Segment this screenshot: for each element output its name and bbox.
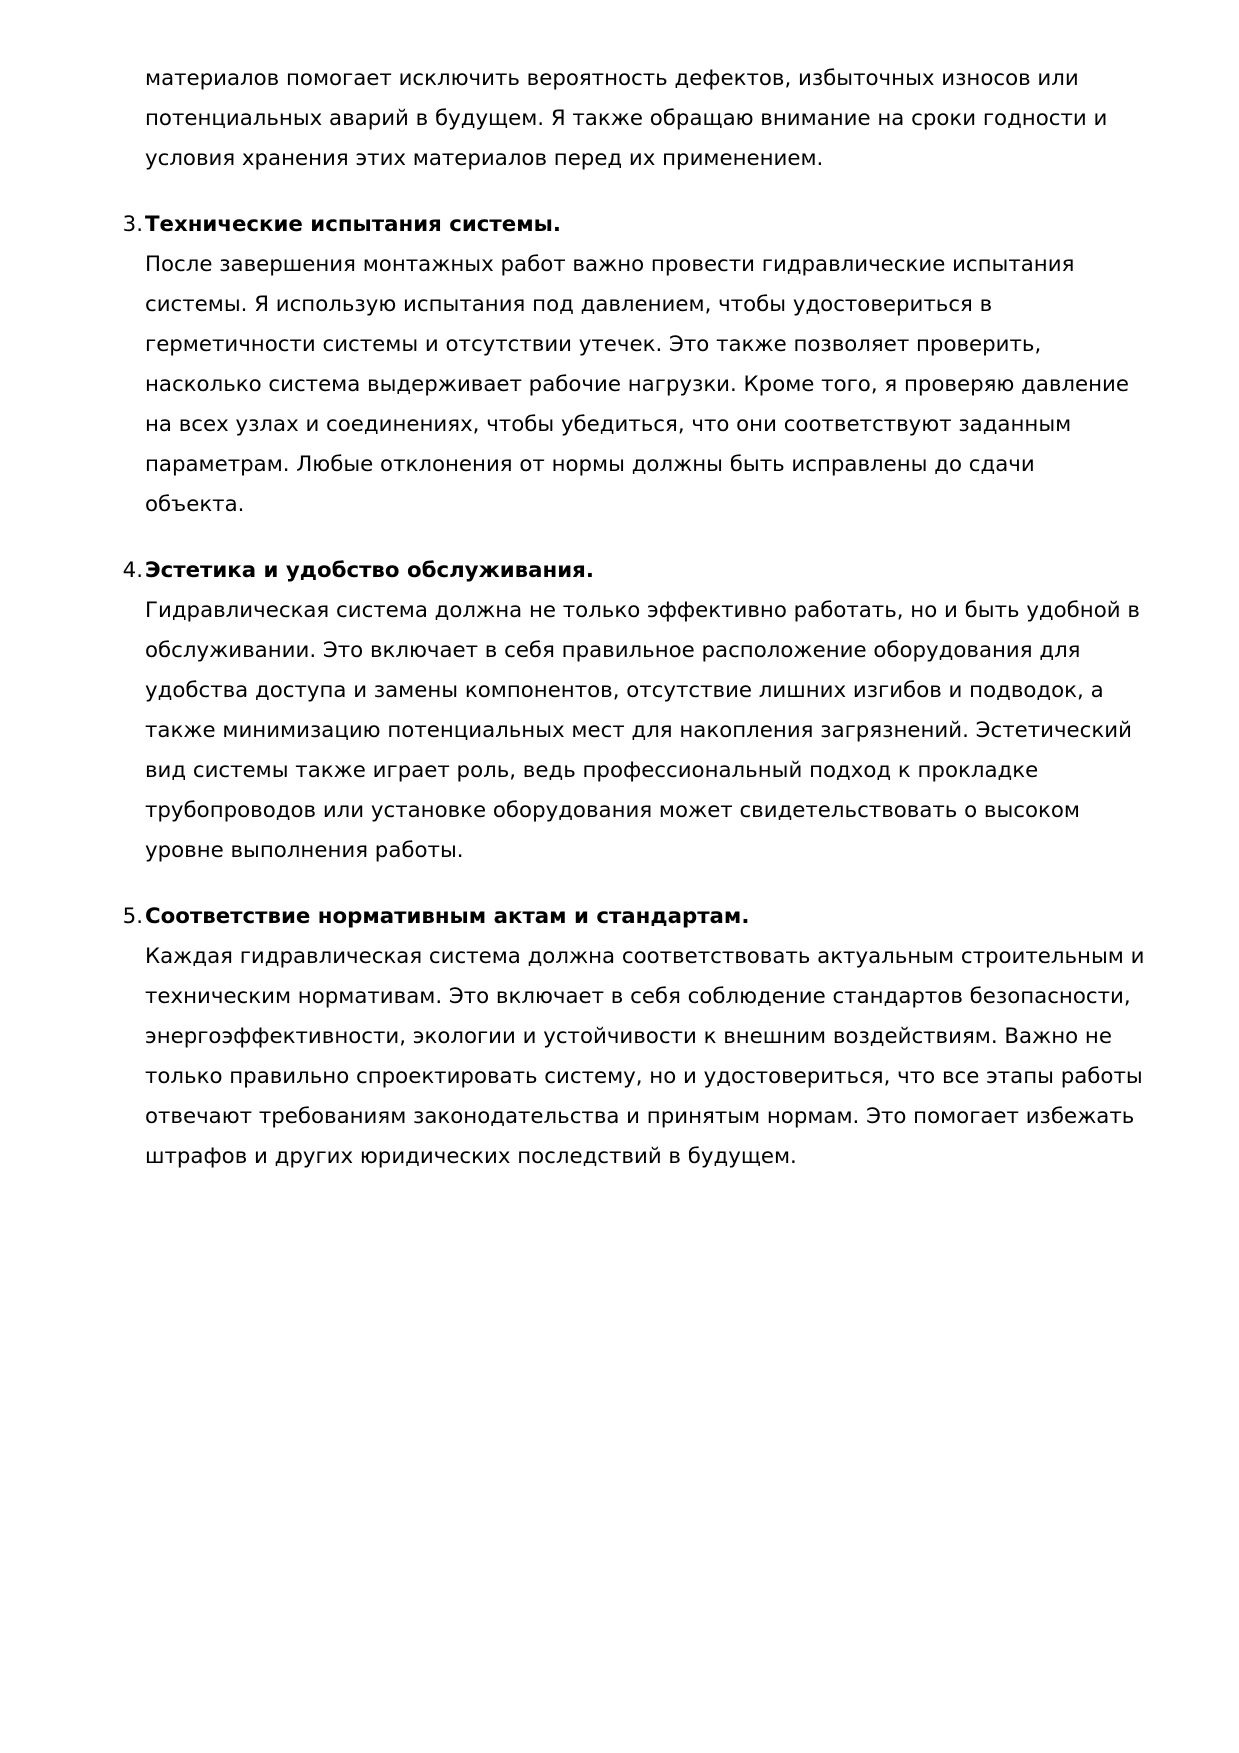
body-line: обслуживании. Это включает в себя правильное расположение оборудования для [145, 638, 1081, 663]
intro-line: материалов помогает исключить вероятность дефектов, избыточных износов или [145, 66, 1079, 91]
body-line: герметичности системы и отсутствии утечек. Это также позволяет проверить, [145, 332, 1042, 357]
body-line: После завершения монтажных работ важно провести гидравлические испытания [145, 252, 1075, 277]
body-line: техническим нормативам. Это включает в себя соблюдение стандартов безопасности, [145, 984, 1131, 1009]
body-line: энергоэффективности, экологии и устойчивости к внешним воздействиям. Важно не [145, 1024, 1112, 1049]
body-line: Гидравлическая система должна не только эффективно работать, но и быть удобной в [145, 598, 1140, 623]
list-item-body [145, 245, 1165, 525]
list-item-title: Соответствие нормативным актам и стандартам. [145, 904, 750, 929]
intro-paragraph [145, 59, 1165, 179]
list-item-body [145, 591, 1165, 871]
document-content [122, 59, 1165, 1177]
body-line: уровне выполнения работы. [145, 838, 464, 863]
intro-line: условия хранения этих материалов перед их применением. [145, 146, 824, 171]
list-item-3 [122, 205, 1165, 525]
body-line: также минимизацию потенциальных мест для накопления загрязнений. Эстетический [145, 718, 1132, 743]
body-line: штрафов и других юридических последствий в будущем. [145, 1144, 797, 1169]
list-item-number: 4. [122, 558, 143, 583]
list-item-number: 3. [122, 212, 143, 237]
list-item-5 [122, 897, 1165, 1177]
list-item-number: 5. [122, 904, 143, 929]
list-item-4 [122, 551, 1165, 871]
body-line: удобства доступа и замены компонентов, отсутствие лишних изгибов и подводок, а [145, 678, 1104, 703]
body-line: только правильно спроектировать систему, но и удостовериться, что все этапы работы [145, 1064, 1143, 1089]
body-line: параметрам. Любые отклонения от нормы должны быть исправлены до сдачи [145, 452, 1035, 477]
body-line: трубопроводов или установке оборудования может свидетельствовать о высоком [145, 798, 1080, 823]
body-line: вид системы также играет роль, ведь профессиональный подход к прокладке [145, 758, 1039, 783]
list-item-title: Технические испытания системы. [145, 212, 561, 237]
body-line: объекта. [145, 492, 245, 517]
list-item-body [145, 937, 1165, 1177]
intro-line: потенциальных аварий в будущем. Я также обращаю внимание на сроки годности и [145, 106, 1108, 131]
body-line: отвечают требованиям законодательства и принятым нормам. Это помогает избежать [145, 1104, 1135, 1129]
body-line: Каждая гидравлическая система должна соответствовать актуальным строительным и [145, 944, 1145, 969]
body-line: на всех узлах и соединениях, чтобы убедиться, что они соответствуют заданным [145, 412, 1072, 437]
body-line: системы. Я использую испытания под давлением, чтобы удостовериться в [145, 292, 993, 317]
list-item-title: Эстетика и удобство обслуживания. [145, 558, 594, 583]
body-line: насколько система выдерживает рабочие нагрузки. Кроме того, я проверяю давление [145, 372, 1130, 397]
